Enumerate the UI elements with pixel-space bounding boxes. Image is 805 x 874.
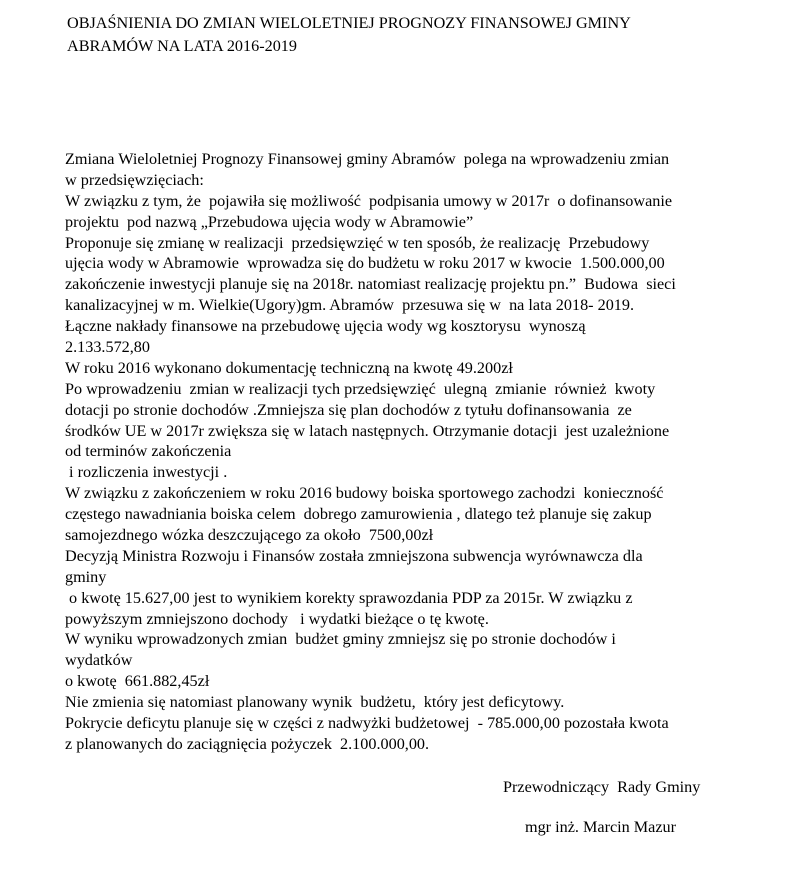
body-line: Pokrycie deficytu planuje się w części z nadwyżki budżetowej - 785.000,00 pozostała kwota (65, 714, 669, 733)
body-line: o kwotę 661.882,45zł (65, 672, 210, 691)
signature-name: mgr inż. Marcin Mazur (525, 818, 677, 836)
body-line: Proponuje się zmianę w realizacji przedsięwzięć w ten sposób, że realizację Przebudowy (65, 233, 650, 252)
body-line: ujęcia wody w Abramowie wprowadza się do budżetu w roku 2017 w kwocie 1.500.000,00 (65, 254, 665, 273)
title-line-1: OBJAŚNIENIA DO ZMIAN WIELOLETNIEJ PROGNOZY FINANSOWEJ GMINY (67, 14, 631, 32)
body-line: zakończenie inwestycji planuje się na 2018r. natomiast realizację projektu pn.” Budowa sieci (65, 275, 676, 294)
body-line: Zmiana Wieloletniej Prognozy Finansowej gminy Abramów polega na wprowadzeniu zmian (65, 150, 670, 168)
title-line-2: ABRAMÓW NA LATA 2016-2019 (67, 37, 297, 55)
body-line: Decyzją Ministra Rozwoju i Finansów została zmniejszona subwencja wyrównawcza dla (65, 546, 643, 565)
body-line: powyższym zmniejszono dochody i wydatki bieżące o tę kwotę. (65, 609, 489, 628)
body-line: W roku 2016 wykonano dokumentację techniczną na kwotę 49.200zł (65, 358, 513, 377)
body-line: wydatków (65, 651, 133, 670)
body-line: o kwotę 15.627,00 jest to wynikiem korekty sprawozdania PDP za 2015r. W związku z (65, 588, 633, 607)
body-line: z planowanych do zaciągnięcia pożyczek 2.100.000,00. (65, 734, 430, 753)
body-line: W związku z zakończeniem w roku 2016 budowy boiska sportowego zachodzi konieczność (65, 484, 664, 503)
body-line: od terminów zakończenia (65, 442, 232, 461)
body-line: i rozliczenia inwestycji . (65, 463, 228, 482)
body-line: W wyniku wprowadzonych zmian budżet gminy zmniejsz się po stronie dochodów i (65, 630, 616, 649)
document-body (65, 149, 676, 755)
body-line: samojezdnego wózka deszczującego za około 7500,00zł (65, 526, 434, 545)
document-title (67, 12, 631, 58)
body-line: projektu pod nazwą „Przebudowa ujęcia wody w Abramowie” (65, 212, 474, 231)
body-line: W związku z tym, że pojawiła się możliwość podpisania umowy w 2017r o dofinansowanie (65, 191, 673, 210)
body-line: Po wprowadzeniu zmian w realizacji tych przedsięwzięć ulegną zmianie również kwoty (65, 379, 656, 398)
body-line: częstego nawadniania boiska celem dobrego zamurowienia , dlatego też planuje się zakup (65, 505, 652, 524)
body-line: dotacji po stronie dochodów .Zmniejsza się plan dochodów z tytułu dofinansowania ze (65, 400, 632, 419)
body-line: 2.133.572,80 (65, 338, 150, 357)
body-line: Nie zmienia się natomiast planowany wynik budżetu, który jest deficytowy. (65, 693, 565, 712)
body-line: środków UE w 2017r zwiększa się w latach następnych. Otrzymanie dotacji jest uzależnione (65, 421, 670, 440)
body-line: w przedsięwzięciach: (65, 170, 204, 189)
body-line: gminy (65, 567, 107, 586)
body-line: Łączne nakłady finansowe na przebudowę ujęcia wody wg kosztorysu wynoszą (65, 317, 586, 336)
body-line: kanalizacyjnej w m. Wielkie(Ugory)gm. Abramów przesuwa się w na lata 2018- 2019. (65, 296, 635, 315)
signature-role: Przewodniczący Rady Gminy (503, 778, 701, 796)
